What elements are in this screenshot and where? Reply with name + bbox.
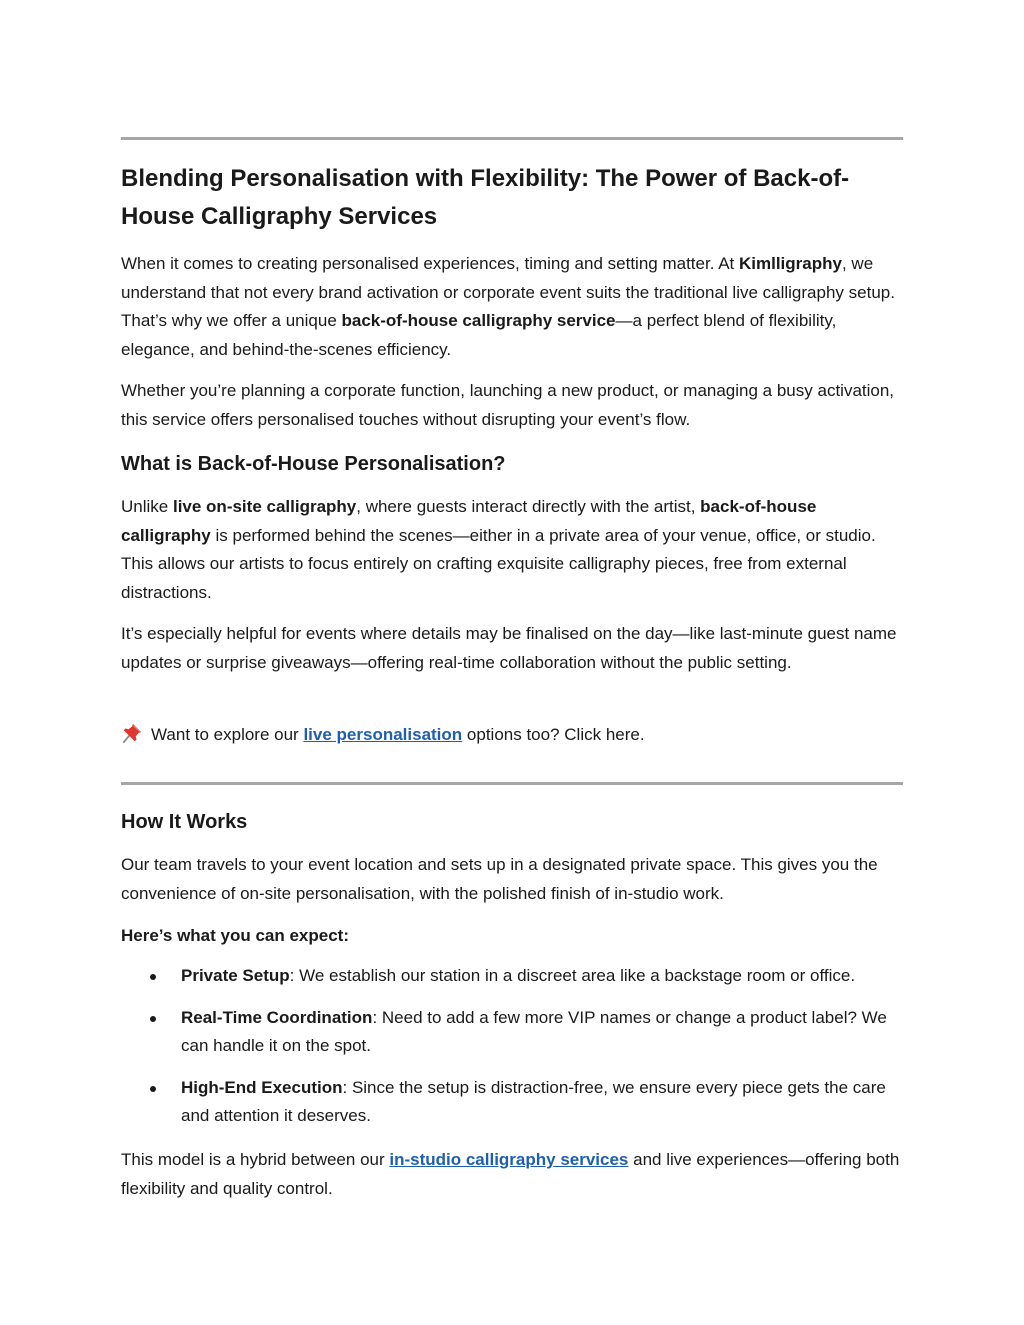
expect-label: Here’s what you can expect:	[121, 926, 350, 945]
pushpin-icon	[121, 722, 143, 744]
list-item	[121, 962, 903, 991]
live-personalisation-link[interactable]: live personalisation	[303, 725, 463, 744]
closing-paragraph	[121, 1146, 903, 1203]
text-run: —a perfect blend of flexibility, elegance, and behind-the-scenes efficiency.	[121, 311, 837, 359]
section1-paragraph-2: It’s especially helpful for events where details may be finalised on the day—like last-minute guest name updates or surprise giveaways—offering real-time collaboration without the public setting.	[121, 624, 897, 672]
text-run: is performed behind the scenes—either in a private area of your venue, office, or studio. This allows our artists to focus entirely on crafting exquisite calligraphy pieces, free from external distractions.	[121, 525, 876, 602]
closing-text-after: and live experiences—offering both flexibility and quality control.	[121, 1150, 900, 1198]
cta-text-after: options too? Click here.	[462, 725, 645, 744]
page-title: Blending Personalisation with Flexibility: The Power of Back-of-House Calligraphy Services	[121, 165, 850, 230]
text-run: When it comes to creating personalised experiences, timing and setting matter. At	[121, 254, 739, 273]
bold-text-run: back-of-house calligraphy service	[341, 311, 616, 330]
section-heading-back-of-house: What is Back-of-House Personalisation?	[121, 453, 506, 475]
list-item-label: Private Setup	[181, 966, 290, 985]
bullet-icon	[150, 974, 156, 980]
intro-paragraph-2: Whether you’re planning a corporate function, launching a new product, or managing a busy activation, this service offers personalised touches without disrupting your event’s flow.	[121, 381, 895, 429]
section-divider	[121, 782, 903, 785]
list-item-label: High-End Execution	[181, 1077, 343, 1097]
section1-paragraph-1	[121, 493, 903, 607]
closing-text-before: This model is a hybrid between our	[121, 1150, 390, 1169]
list-item-label: Real-Time Coordination	[181, 1007, 373, 1027]
in-studio-calligraphy-link[interactable]: in-studio calligraphy services	[389, 1150, 629, 1169]
list-item-text: : Since the setup is distraction-free, we ensure every piece gets the care and attention it deserves.	[181, 1077, 886, 1125]
text-run: , where guests interact directly with the artist,	[356, 497, 701, 516]
top-divider	[121, 137, 903, 140]
bullet-icon	[150, 1086, 156, 1092]
list-item-text: : We establish our station in a discreet area like a backstage room or office.	[289, 966, 856, 985]
section-heading-how-it-works: How It Works	[121, 811, 248, 833]
bold-text-run: back-of-house calligraphy	[121, 497, 817, 545]
bullet-icon	[150, 1016, 156, 1022]
cta-text-before: Want to explore our	[151, 725, 304, 744]
list-item	[121, 1074, 903, 1131]
text-run: , we understand that not every brand activation or corporate event suits the traditional live calligraphy setup. That’s why we offer a unique	[121, 254, 895, 330]
text-run: Unlike	[121, 497, 173, 516]
intro-paragraph	[121, 250, 903, 364]
list-item	[121, 1004, 903, 1061]
section2-paragraph-1: Our team travels to your event location and sets up in a designated private space. This gives you the convenience of on-site personalisation, with the polished finish of in-studio work.	[121, 855, 878, 903]
bold-text-run: live on-site calligraphy	[172, 497, 357, 516]
bold-text-run: Kimlligraphy	[739, 254, 842, 273]
list-item-text: : Need to add a few more VIP names or change a product label? We can handle it on the spot.	[181, 1007, 887, 1055]
cta-line	[121, 721, 903, 750]
expectations-list	[121, 962, 903, 1144]
